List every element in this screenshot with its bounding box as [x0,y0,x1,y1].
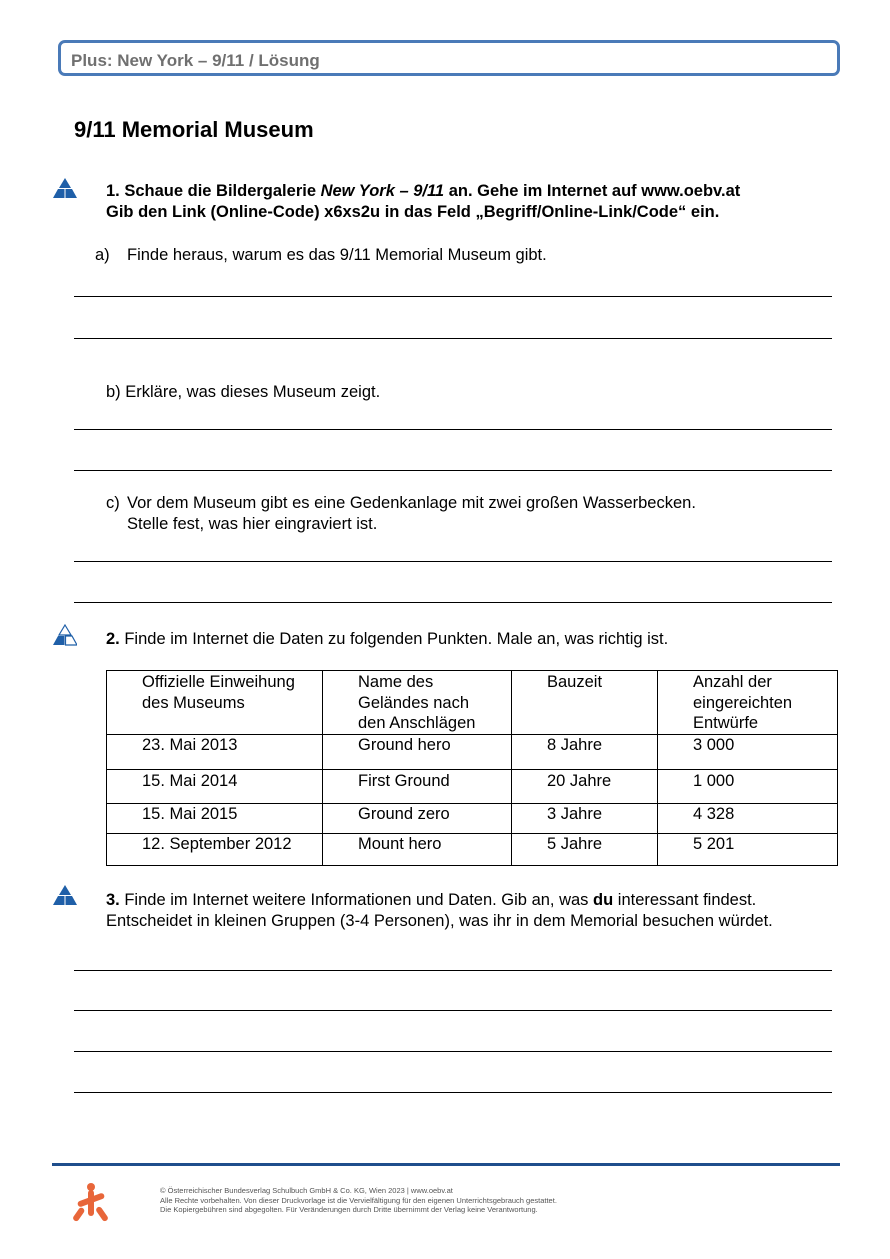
difficulty-full-triangle-icon [53,884,77,906]
task1c-text [127,493,696,535]
page-title: 9/11 Memorial Museum [74,117,314,142]
answer-line[interactable] [74,470,832,471]
task1c-line1: Vor dem Museum gibt es eine Gedenkanlage mit zwei großen Wasserbecken. [127,494,696,512]
answer-line[interactable] [74,429,832,430]
task3-number: 3. [106,891,120,909]
difficulty-partial-triangle-icon [53,624,77,646]
answer-line[interactable] [74,338,832,339]
answer-line[interactable] [74,561,832,562]
table-row [107,803,838,833]
footer-copyright: © Österreichischer Bundesverlag Schulbuch GmbH & Co. KG, Wien 2023 | www.oebv.at Alle Rechte vorbehalten. Von dieser Druckvorlage ist die Vervielfältigung für den eigenen Unterrichtsgebrauch gestattet. Die Kopiergebühren sind abgegolten. Für Veränderungen durch Dritte übernimmt der Verlag keine Verantwortung. [160,1186,557,1214]
task1-line1-start: 1. Schaue die Bildergalerie [106,182,321,200]
table-cell[interactable]: 15. Mai 2015 [107,803,323,833]
table-cell[interactable]: Ground zero [323,803,512,833]
header-title: Plus: New York – 9/11 / Lösung [71,51,320,70]
task2-number: 2. [106,630,120,648]
table-header-cell: Anzahl der eingereichten Entwürfe [658,671,838,735]
publisher-logo-icon [72,1183,110,1223]
task1b-text: b) Erkläre, was dieses Museum zeigt. [106,383,381,401]
table-cell[interactable]: First Ground [323,769,512,803]
task1c-line2: Stelle fest, was hier eingraviert ist. [127,515,378,533]
table-cell[interactable]: 23. Mai 2013 [107,734,323,769]
task1-gallery-name: New York – 9/11 [320,182,445,200]
data-table [106,670,838,866]
table-cell[interactable]: 4 328 [658,803,838,833]
table-cell[interactable]: 5 Jahre [512,833,658,865]
table-cell[interactable]: 15. Mai 2014 [107,769,323,803]
table-header-cell: Name des Geländes nach den Anschlägen [323,671,512,735]
table-cell[interactable]: 12. September 2012 [107,833,323,865]
answer-line[interactable] [74,1092,832,1093]
table-header-row [107,671,838,735]
table-row [107,769,838,803]
task3-line2: Entscheidet in kleinen Gruppen (3-4 Personen), was ihr in dem Memorial besuchen würdet. [106,912,773,930]
footer-rule [52,1163,840,1166]
table-cell[interactable]: 1 000 [658,769,838,803]
answer-line[interactable] [74,602,832,603]
answer-line[interactable] [74,1010,832,1011]
table-cell[interactable]: Mount hero [323,833,512,865]
task2-text: Finde im Internet die Daten zu folgenden Punkten. Male an, was richtig ist. [119,630,669,648]
task1c-label: c) [106,494,120,512]
table-header-cell: Bauzeit [512,671,658,735]
table-cell[interactable]: 8 Jahre [512,734,658,769]
task2-instruction [106,629,668,650]
table-cell[interactable]: 5 201 [658,833,838,865]
table-cell[interactable]: 20 Jahre [512,769,658,803]
table-header-cell: Offizielle Einweihung des Museums [107,671,323,735]
table-cell[interactable]: 3 000 [658,734,838,769]
header-box [58,40,840,76]
task1-instruction [106,181,740,223]
task1a-text: Finde heraus, warum es das 9/11 Memorial Museum gibt. [127,246,547,264]
answer-line[interactable] [74,296,832,297]
task3-emphasis: du [593,891,614,909]
difficulty-full-triangle-icon [53,177,77,199]
task3-instruction: 3. Finde im Internet weitere Informationen und Daten. Gib an, was du interessant findest. Entscheidet in kleinen Gruppen (3-4 Personen), was ihr in dem Memorial besuchen würdet. [106,891,773,930]
answer-line[interactable] [74,970,832,971]
table-cell[interactable]: Ground hero [323,734,512,769]
task1a-label: a) [95,246,110,264]
table-row [107,734,838,769]
table-row [107,833,838,865]
answer-line[interactable] [74,1051,832,1052]
task1-line1-end: an. Gehe im Internet auf www.oebv.at [444,182,741,200]
table-cell[interactable]: 3 Jahre [512,803,658,833]
task1-line2: Gib den Link (Online-Code) x6xs2u in das Feld „Begriff/Online-Link/Code“ ein. [106,203,720,221]
